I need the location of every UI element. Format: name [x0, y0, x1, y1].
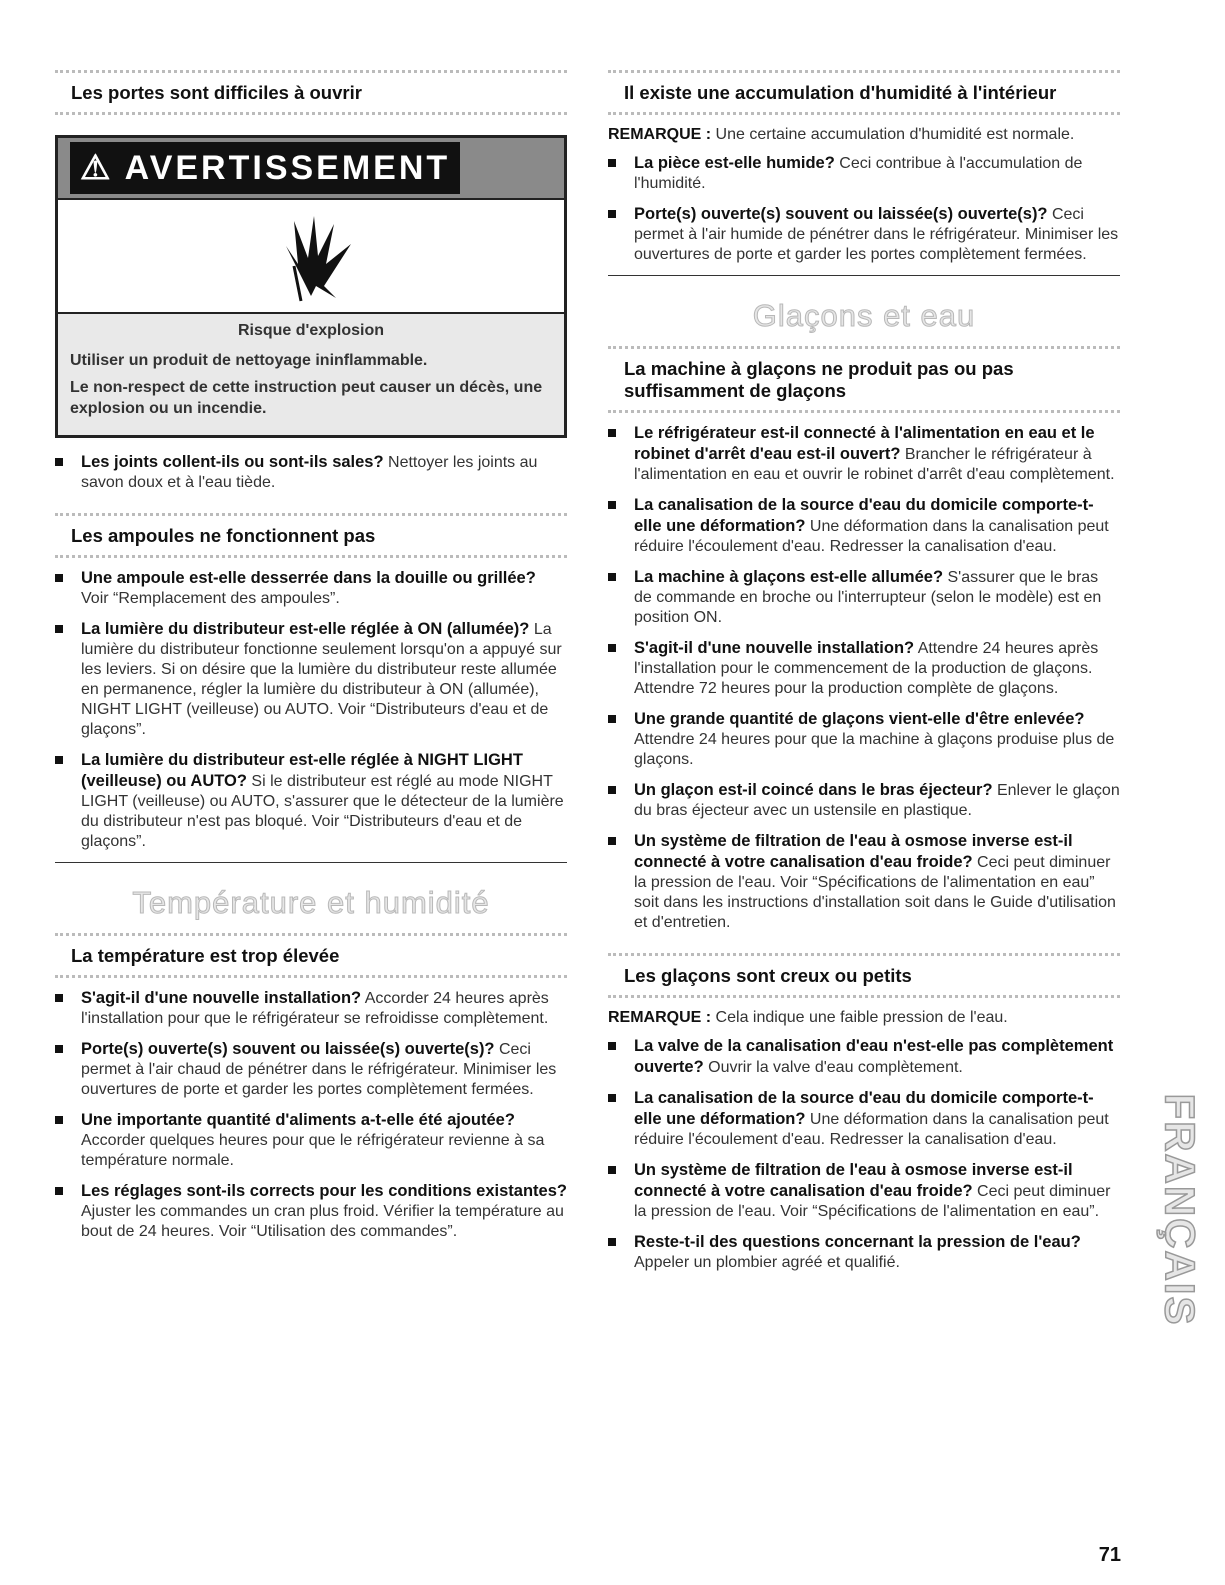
list-item	[608, 780, 1120, 821]
item-answer: Attendre 24 heures pour que la machine à glaçons produise plus de glaçons.	[634, 731, 1115, 768]
item-question: La canalisation de la source d'eau du domicile comporte-t-elle une déformation?	[634, 496, 1094, 535]
note-text: Une certaine accumulation d'humidité est normale.	[711, 126, 1075, 143]
item-answer: Accorder 24 heures après l'installation pour que le réfrigérateur se refroidisse complètement.	[81, 990, 549, 1027]
item-question: Une ampoule est-elle desserrée dans la douille ou grillée?	[81, 569, 536, 587]
item-answer: Ajuster les commandes un cran plus froid. Vérifier la température au bout de 24 heures. Voir “Utilisation des commandes”.	[81, 1203, 564, 1240]
item-question: Un système de filtration de l'eau à osmose inverse est-il connecté à votre canalisation d'eau froide?	[634, 832, 1073, 871]
bulbs-heading: Les ampoules ne fonctionnent pas	[55, 513, 567, 558]
item-question: Une importante quantité d'aliments a-t-elle été ajoutée?	[81, 1111, 515, 1129]
item-question: Reste-t-il des questions concernant la pression de l'eau?	[634, 1233, 1081, 1251]
hollow-heading: Les glaçons sont creux ou petits	[608, 953, 1120, 998]
list-item	[608, 567, 1120, 628]
warning-line-1: Utiliser un produit de nettoyage ininflammable.	[70, 352, 428, 369]
language-side-tab	[1156, 1080, 1203, 1340]
left-column	[55, 70, 567, 1252]
item-question: Porte(s) ouverte(s) souvent ou laissée(s) ouverte(s)?	[81, 1040, 495, 1058]
warning-body	[58, 314, 564, 435]
section-ice-title: Glaçons et eau	[608, 275, 1120, 346]
list-item	[55, 1181, 567, 1242]
list-item	[608, 153, 1120, 194]
list-item	[608, 423, 1120, 485]
item-question: Les joints collent-ils ou sont-ils sales?	[81, 453, 384, 471]
item-question: S'agit-il d'une nouvelle installation?	[81, 989, 362, 1007]
side-tab-text: FRANÇAIS	[1156, 1093, 1203, 1327]
item-answer: Enlever le glaçon du bras éjecteur avec un ustensile en plastique.	[634, 782, 1120, 819]
warning-box	[55, 135, 567, 438]
list-item	[608, 831, 1120, 933]
list-item	[608, 1088, 1120, 1150]
item-answer: Une déformation dans la canalisation peut réduire l'écoulement d'eau. Redresser la canalisation d'eau.	[634, 1111, 1109, 1148]
list-item	[608, 709, 1120, 770]
page-number: 71	[1098, 1544, 1121, 1566]
item-answer: Ceci permet à l'air humide de pénétrer dans le réfrigérateur. Minimiser les ouvertures de porte et garder les portes complètement fermées.	[634, 206, 1119, 263]
list-item	[55, 988, 567, 1029]
hollow-list	[608, 1036, 1120, 1273]
doors-list	[55, 452, 567, 493]
item-answer: La lumière du distributeur fonctionne seulement lorsqu'on a appuyé sur les leviers. Si on désire que la lumière du distributeur reste allumée en permanence, régler la lumière du distributeur à ON (allumée), NIGHT LIGHT (veilleuse) ou AUTO. Voir “Distributeurs d'eau et de glaçons”.	[81, 621, 562, 738]
item-question: S'agit-il d'une nouvelle installation?	[634, 639, 915, 657]
warning-title	[70, 142, 460, 194]
warning-risk: Risque d'explosion	[237, 322, 385, 339]
list-item	[608, 1036, 1120, 1078]
item-question: La pièce est-elle humide?	[634, 154, 835, 172]
item-question: Les réglages sont-ils corrects pour les conditions existantes?	[81, 1182, 567, 1200]
humidity-list	[608, 153, 1120, 265]
item-answer: Ouvrir la valve d'eau complètement.	[703, 1059, 963, 1076]
item-answer: Voir “Remplacement des ampoules”.	[81, 590, 340, 607]
list-item	[608, 1160, 1120, 1222]
temp-heading: La température est trop élevée	[55, 933, 567, 978]
item-question: La machine à glaçons est-elle allumée?	[634, 568, 944, 586]
humidity-heading: Il existe une accumulation d'humidité à l'intérieur	[608, 70, 1120, 115]
hollow-note	[608, 1008, 1120, 1028]
list-item	[55, 1110, 567, 1171]
note-label: REMARQUE :	[608, 126, 712, 143]
item-question: Le réfrigérateur est-il connecté à l'alimentation en eau et le robinet d'arrêt d'eau est-il ouvert?	[634, 424, 1095, 463]
list-item	[608, 495, 1120, 557]
item-question: La lumière du distributeur est-elle réglée à ON (allumée)?	[81, 620, 530, 638]
list-item	[55, 1039, 567, 1100]
item-question: La lumière du distributeur est-elle réglée à NIGHT LIGHT (veilleuse) ou AUTO?	[81, 751, 523, 790]
item-answer: Attendre 24 heures après l'installation pour le commencement de la production de glaçons. Attendre 72 heures pour la production complète de glaçons.	[634, 640, 1099, 697]
item-answer: Si le distributeur est réglé au mode NIGHT LIGHT (veilleuse) ou AUTO, s'assurer que le détecteur de la lumière du distributeur n'est pas bloqué. Voir “Distributeurs d'eau et de glaçons”.	[81, 773, 564, 850]
item-question: Porte(s) ouverte(s) souvent ou laissée(s) ouverte(s)?	[634, 205, 1048, 223]
list-item	[55, 452, 567, 493]
ice-heading: La machine à glaçons ne produit pas ou pas suffisamment de glaçons	[608, 346, 1120, 413]
humidity-note	[608, 125, 1120, 145]
item-question: Un système de filtration de l'eau à osmose inverse est-il connecté à votre canalisation d'eau froide?	[634, 1161, 1073, 1200]
item-question: Un glaçon est-il coincé dans le bras éjecteur?	[634, 781, 993, 799]
item-answer: Ceci permet à l'air chaud de pénétrer dans le réfrigérateur. Minimiser les ouvertures de porte et garder les portes complètement fermées.	[81, 1041, 557, 1098]
item-answer: Une déformation dans la canalisation peut réduire l'écoulement d'eau. Redresser la canalisation d'eau.	[634, 518, 1109, 555]
item-answer: Ceci peut diminuer la pression de l'eau. Voir “Spécifications de l'alimentation en eau”.	[634, 1183, 1111, 1220]
list-item	[55, 750, 567, 852]
note-label: REMARQUE :	[608, 1009, 712, 1026]
list-item	[608, 1232, 1120, 1273]
item-answer: S'assurer que le bras de commande en broche ou l'interrupteur (selon le modèle) est en position ON.	[634, 569, 1102, 626]
list-item	[608, 638, 1120, 699]
warning-line-2: Le non-respect de cette instruction peut causer un décès, une explosion ou un incendie.	[70, 379, 543, 417]
item-answer: Appeler un plombier agréé et qualifié.	[634, 1254, 900, 1271]
bulbs-list	[55, 568, 567, 852]
warning-triangle-icon: ⚠	[80, 149, 114, 187]
warning-header	[58, 138, 564, 198]
list-item	[55, 619, 567, 740]
item-answer: Brancher le réfrigérateur à l'alimentation en eau et ouvrir le robinet d'arrêt d'eau complètement.	[634, 446, 1115, 483]
item-answer: Nettoyer les joints au savon doux et à l'eau tiède.	[81, 454, 538, 491]
section-temperature-title: Température et humidité	[55, 862, 567, 933]
temp-list	[55, 988, 567, 1242]
item-answer: Accorder quelques heures pour que le réfrigérateur revienne à sa température normale.	[81, 1132, 545, 1169]
ice-list	[608, 423, 1120, 933]
list-item	[608, 204, 1120, 265]
explosion-icon	[58, 198, 564, 314]
item-question: La valve de la canalisation d'eau n'est-elle pas complètement ouverte?	[634, 1037, 1114, 1076]
warning-title-text: AVERTISSEMENT	[124, 149, 451, 187]
item-question: Une grande quantité de glaçons vient-elle d'être enlevée?	[634, 710, 1085, 728]
item-answer: Ceci contribue à l'accumulation de l'humidité.	[634, 155, 1083, 192]
item-answer: Ceci peut diminuer la pression de l'eau. Voir “Spécifications de l'alimentation en eau” soit dans les instructions d'installation soit dans le Guide d'utilisation et d'entretien.	[634, 854, 1116, 931]
right-column	[608, 70, 1120, 1283]
list-item	[55, 568, 567, 609]
item-question: La canalisation de la source d'eau du domicile comporte-t-elle une déformation?	[634, 1089, 1094, 1128]
doors-heading: Les portes sont difficiles à ouvrir	[55, 70, 567, 115]
note-text: Cela indique une faible pression de l'eau.	[711, 1009, 1008, 1026]
